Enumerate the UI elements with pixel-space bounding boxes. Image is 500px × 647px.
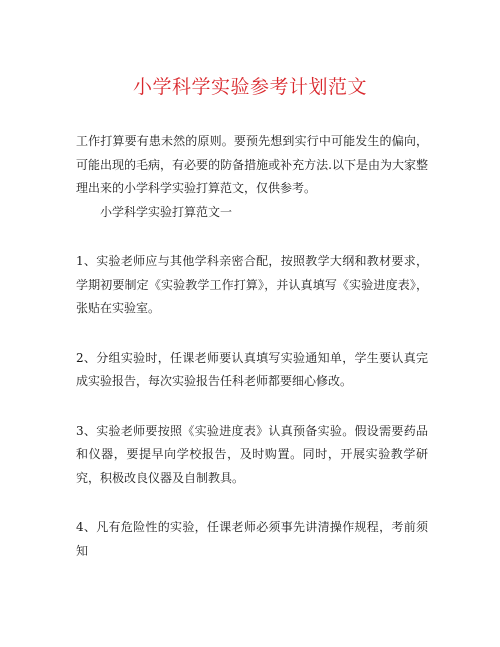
list-item-3: 3、实验老师要按照《实验进度表》认真预备实验。假设需要药品和仪器，要提早向学校报告，及时购置。同时，开展实验教学研究，积极改良仪器及自制教具。 (76, 423, 428, 485)
list-item-1: 1、实验老师应与其他学科亲密合配，按照教学大纲和教材要求，学期初要制定《实验教学工作打算》，并认真填写《实验进度表》，张贴在实验室。 (76, 254, 428, 315)
document-body (76, 130, 428, 589)
section-subheading: 小学科学实验打算范文一 (100, 204, 233, 219)
document-title: 小学科学实验参考计划范文 (132, 76, 367, 98)
intro-paragraph: 工作打算要有患未然的原则。要预先想到实行中可能发生的偏向，可能出现的毛病，有必要的防备措施或补充方法.以下是由为大家整理出来的小学科学实验打算范文，仅供参考。 (76, 134, 428, 195)
list-item-4: 4、凡有危险性的实验，任课老师必须事先讲清操作规程，考前须知 (76, 520, 428, 558)
list-item-2: 2、分组实验时，任课老师要认真填写实验通知单，学生要认真完成实验报告，每次实验报告任科老师都要细心修改。 (76, 350, 428, 388)
